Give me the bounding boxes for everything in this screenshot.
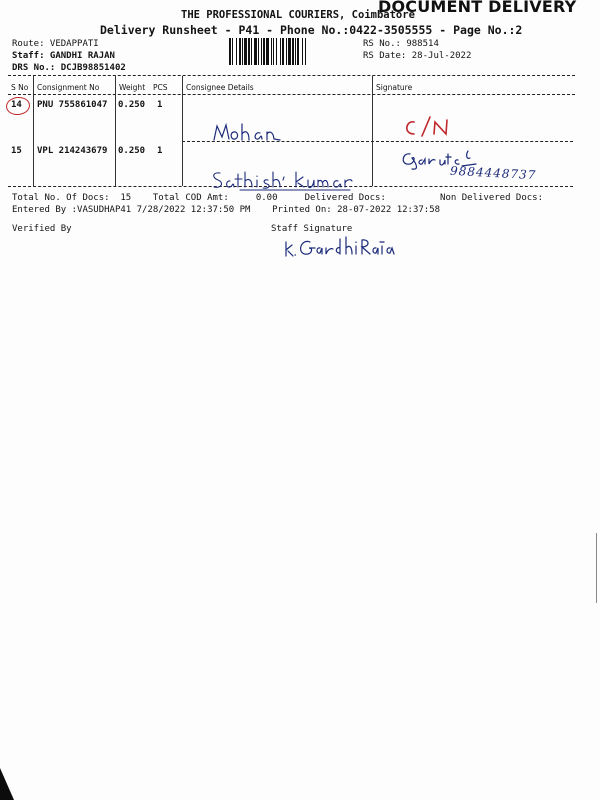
col-divider [372,76,373,186]
table-header-rule [8,94,575,95]
handwritten-consignee-mohan [210,120,290,144]
runsheet-subtitle: Delivery Runsheet - P41 - Phone No.:0422-3505555 - Page No.:2 [100,23,523,37]
route-label: Route: VEDAPPATI [12,39,99,49]
row14-pcs: 1 [157,100,163,110]
header-signature: Signature [376,83,413,92]
header-consignee: Consignee Details [186,83,254,92]
col-divider [182,76,183,186]
col-divider [33,76,34,186]
row15-consignment: VPL 214243679 [37,146,108,156]
rs-date: RS Date: 28-Jul-2022 [363,51,472,61]
runsheet-barcode [229,38,357,65]
handwritten-cn-mark [400,114,460,140]
staff-signature-label: Staff Signature [271,224,353,234]
header-consignment: Consignment No [37,83,100,92]
row15-weight: 0.250 [118,146,146,156]
row15-pcs: 1 [157,146,163,156]
handwritten-staff-signature [282,234,402,260]
col-divider [115,76,116,186]
rs-number: RS No.: 988514 [363,39,439,49]
row14-consignment: PNU 755861047 [37,100,108,110]
handwritten-phone-number: 9884448737 [449,163,537,183]
scan-corner-mark [0,768,14,800]
barcode-bar [306,38,307,65]
company-title: THE PROFESSIONAL COURIERS, Coimbatore [181,9,415,21]
row15-sno: 15 [11,146,22,156]
totals-line: Total No. Of Docs: 15 Total COD Amt: 0.00 Delivered Docs: Non Delivered Docs: [12,193,544,203]
scan-edge-mark [596,533,599,603]
staff-label: Staff: GANDHI RAJAN [12,51,115,61]
header-weight: Weight [119,83,146,92]
drs-number: DRS No.: DCJB98851402 [12,63,126,73]
handwritten-consignee-sathish-kumar [210,168,360,192]
header-pcs: PCS [153,83,168,92]
entered-by-line: Entered By :VASUDHAP41 7/28/2022 12:37:50 PM Printed On: 28-07-2022 12:37:58 [12,205,441,215]
header-sno: S No [11,83,29,92]
row14-sno: 14 [11,100,22,110]
row14-weight: 0.250 [118,100,146,110]
document-delivery-stamp: DOCUMENT DELIVERY [378,0,577,16]
verified-by-label: Verified By [12,224,72,234]
table-top-rule [8,75,575,76]
